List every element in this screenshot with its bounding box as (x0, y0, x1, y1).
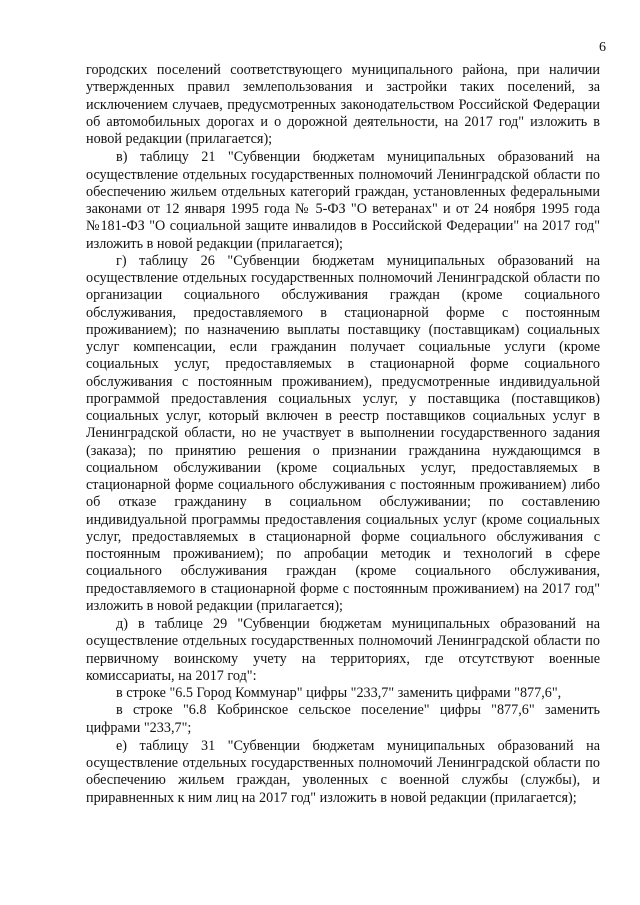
paragraph-item-e: е) таблицу 31 "Субвенции бюджетам муниципальных образований на осуществление отдельных государственных полномочий Ленинградской области по обеспечению жильем граждан, уволенных с военной службы (службы), и приравненных к ним лиц на 2017 год" изложить в новой редакции (прилагается); (86, 737, 600, 806)
paragraph-continuation: городских поселений соответствующего муниципального района, при наличии утвержденных правил землепользования и застройки таких поселений, за исключением случаев, предусмотренных законодательством Российской Федерации об автомобильных дорогах и о дорожной деятельности, на 2017 год" изложить в новой редакции (прилагается); (86, 62, 600, 147)
paragraph-row-kobrinskoe: в строке "6.8 Кобринское сельское поселение" цифры "877,6" заменить цифрами "233,7"; (86, 702, 600, 736)
document-body (86, 62, 600, 807)
paragraph-item-v: в) таблицу 21 "Субвенции бюджетам муниципальных образований на осуществление отдельных государственных полномочий Ленинградской области по обеспечению жильем отдельных категорий граждан, установленных федеральными законами от 12 января 1995 года № 5-ФЗ "О ветеранах" и от 24 ноября 1995 года №181-ФЗ "О социальной защите инвалидов в Российской Федерации" на 2017 год" изложить в новой редакции (прилагается); (86, 149, 600, 252)
paragraph-item-g: г) таблицу 26 "Субвенции бюджетам муниципальных образований на осуществление отдельных государственных полномочий Ленинградской области по организации социального обслуживания граждан (кроме социального обслуживания, предоставляемого в стационарной форме с постоянным проживанием); по назначению выплаты поставщику (поставщикам) социальных услуг компенсации, если гражданин получает социальные услуги (кроме социальных услуг, предоставляемых в стационарной форме социального обслуживания с постоянным проживанием), предусмотренные индивидуальной программой предоставления социальных услуг, у поставщика (поставщиков) социальных услуг, который включен в реестр поставщиков социальных услуг в Ленинградской области, но не участвует в выполнении государственного задания (заказа); по принятию решения о признании гражданина нуждающимся в социальном обслуживании (кроме социальных услуг, предоставляемых в стационарной форме социального обслуживания с постоянным проживанием) либо об отказе гражданину в социальном обслуживании; по составлению индивидуальной программы предоставления социальных услуг (кроме социальных услуг, предоставляемых в стационарной форме социального обслуживания с постоянным проживанием); по апробации методик и технологий в сфере социального обслуживания граждан (кроме социального обслуживания, предоставляемого в стационарной форме с постоянным проживанием) на 2017 год" изложить в новой редакции (прилагается); (86, 252, 600, 614)
page-number: 6 (599, 40, 606, 55)
paragraph-item-d: д) в таблице 29 "Субвенции бюджетам муниципальных образований на осуществление отдельных государственных полномочий Ленинградской области по первичному воинскому учету на территориях, где отсутствуют военные комиссариаты, на 2017 год": (86, 616, 600, 684)
paragraph-row-kommunar: в строке "6.5 Город Коммунар" цифры "233,7" заменить цифрами "877,6", (116, 685, 562, 701)
